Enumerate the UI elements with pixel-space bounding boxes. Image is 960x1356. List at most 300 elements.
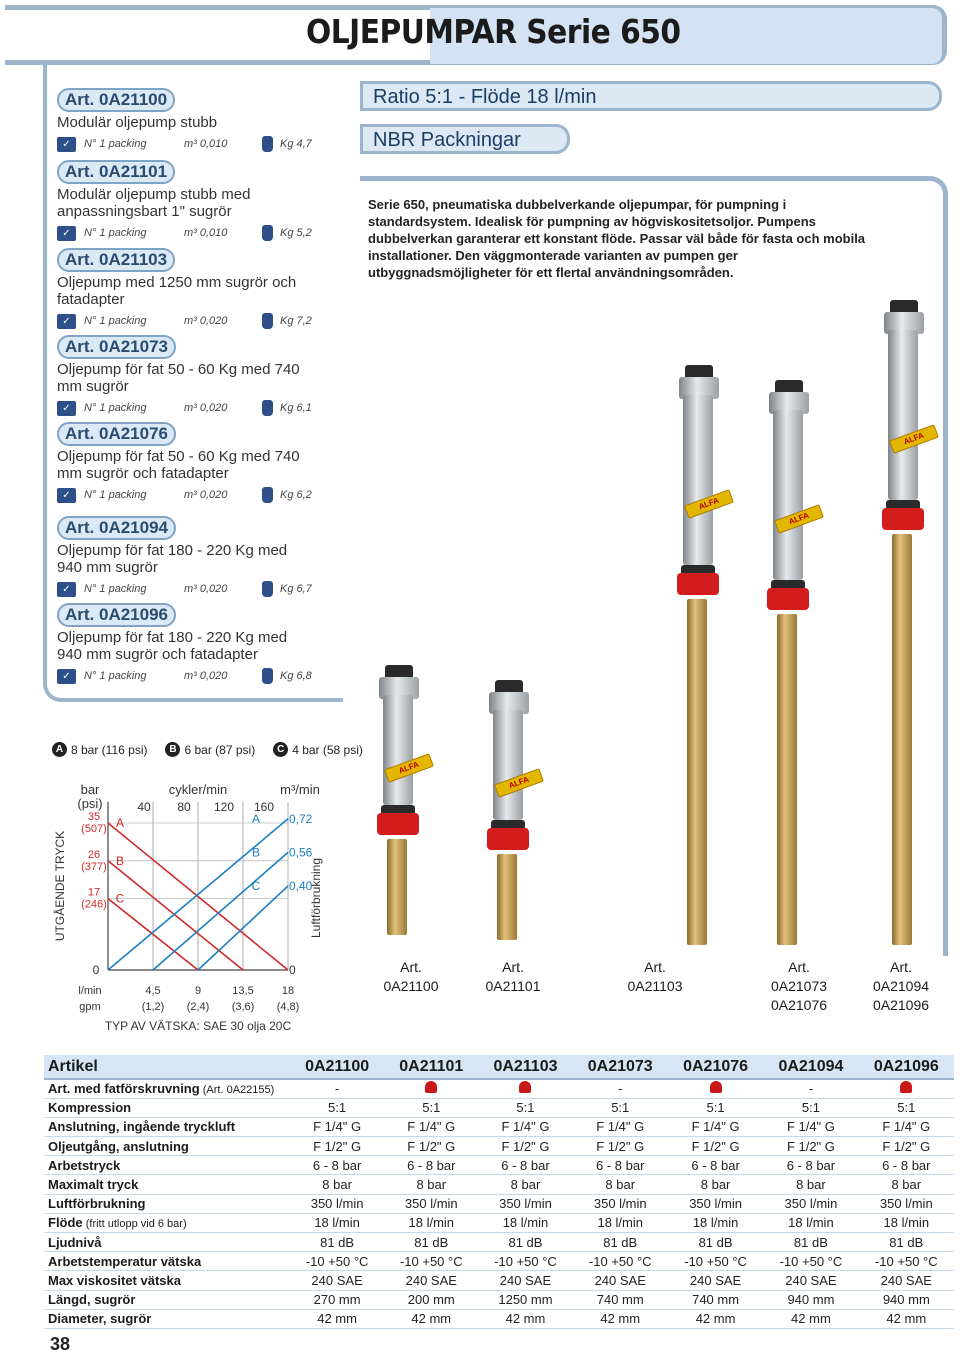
spec-label-note: (Art. 0A22155) <box>199 1084 275 1097</box>
spec-cell: 81 dB <box>763 1233 858 1252</box>
spec-cell: 42 mm <box>290 1309 384 1328</box>
package-box-icon: ✓ <box>57 488 76 503</box>
packing-count: N° 1 packing <box>84 227 147 239</box>
spec-row-label <box>44 1252 290 1271</box>
spec-cell: 6 - 8 bar <box>763 1156 858 1175</box>
spec-cell: -10 +50 °C <box>384 1252 478 1271</box>
article-item <box>57 422 312 504</box>
chart-right-axis-label: Luftförbrukning <box>309 857 323 939</box>
spec-row-label <box>44 1271 290 1290</box>
spec-cell: 350 l/min <box>668 1194 763 1213</box>
spec-label-text: Flöde <box>48 1215 83 1231</box>
spec-cell: 5:1 <box>763 1098 858 1117</box>
pump-red-collar <box>767 588 809 610</box>
spec-header-cell: 0A21100 <box>290 1055 384 1079</box>
article-packing <box>57 667 312 685</box>
packing-volume: m³ 0,010 <box>184 138 228 150</box>
spec-cell <box>668 1079 763 1098</box>
spec-cell: 240 SAE <box>290 1271 384 1290</box>
chart-bottom-tick: 18 <box>281 985 295 997</box>
spec-row-label <box>44 1117 290 1136</box>
spec-cell: 8 bar <box>478 1175 572 1194</box>
spec-cell: 81 dB <box>859 1233 954 1252</box>
article-packing <box>57 312 312 330</box>
spec-row <box>44 1175 954 1194</box>
spec-cell: F 1/4" G <box>290 1117 384 1136</box>
chart-top-tick: 160 <box>253 800 275 814</box>
packing-count: N° 1 packing <box>84 583 147 595</box>
spec-cell: 270 mm <box>290 1290 384 1309</box>
spec-cell: F 1/2" G <box>478 1137 572 1156</box>
packing-count: N° 1 packing <box>84 315 147 327</box>
packing-weight: Kg 5,2 <box>280 227 312 239</box>
weight-icon <box>262 400 273 416</box>
spec-cell: F 1/4" G <box>384 1117 478 1136</box>
spec-cell: 18 l/min <box>573 1213 668 1232</box>
pump-article-label <box>610 958 700 996</box>
pump-label-line: Art. <box>890 959 912 975</box>
chart-top-tick: 80 <box>177 800 191 814</box>
spec-row-label <box>44 1194 290 1213</box>
ratio-pill: Ratio 5:1 - Flöde 18 l/min <box>360 81 942 111</box>
spec-cell: -10 +50 °C <box>573 1252 668 1271</box>
drum-fitting-icon <box>519 1081 531 1093</box>
pump-label-line: 0A21101 <box>485 978 541 994</box>
pump-brand-label: ALFA <box>774 504 824 534</box>
pump-cylinder <box>383 695 413 805</box>
legend-text: 6 bar (87 psi) <box>184 742 256 757</box>
spec-cell: 18 l/min <box>384 1213 478 1232</box>
spec-cell: 18 l/min <box>859 1213 954 1232</box>
pump-label-line: Art. <box>502 959 524 975</box>
spec-cell: 240 SAE <box>384 1271 478 1290</box>
chart-left-series-letter: A <box>115 816 125 830</box>
spec-cell: 8 bar <box>573 1175 668 1194</box>
spec-cell: 5:1 <box>290 1098 384 1117</box>
weight-icon <box>262 581 273 597</box>
chart-right-tick: 0,56 <box>289 845 313 860</box>
pump-brand-label: ALFA <box>494 768 544 798</box>
pump-article-label <box>468 958 558 996</box>
spec-cell: 350 l/min <box>290 1194 384 1213</box>
drum-fitting-icon <box>425 1081 437 1093</box>
nbr-pill: NBR Packningar <box>360 124 570 154</box>
spec-label-text: Max viskositet vätska <box>48 1272 181 1288</box>
packing-volume: m³ 0,020 <box>184 315 228 327</box>
pump-article-label <box>856 958 946 1015</box>
chart-bottom-tick: 4,5 <box>145 985 161 997</box>
chart-left-tick: 0 <box>92 963 100 977</box>
spec-row-label <box>44 1156 290 1175</box>
spec-cell: F 1/2" G <box>384 1137 478 1156</box>
article-description: Oljepump för fat 50 - 60 Kg med 740 mm sugrör och fatadapter <box>57 448 300 482</box>
spec-cell: 42 mm <box>763 1309 858 1328</box>
spec-row <box>44 1117 954 1136</box>
spec-row <box>44 1137 954 1156</box>
spec-row <box>44 1271 954 1290</box>
chart-bottom-tick-gpm: (3,6) <box>231 1001 255 1013</box>
chart-left-tick-psi: (507) <box>81 823 107 835</box>
spec-cell <box>859 1079 954 1098</box>
weight-icon <box>262 225 273 241</box>
legend-letter-icon: C <box>273 742 288 757</box>
article-packing <box>57 486 312 504</box>
spec-cell: 350 l/min <box>763 1194 858 1213</box>
spec-label-text: Oljeutgång, anslutning <box>48 1138 189 1154</box>
legend-text: 4 bar (58 psi) <box>292 742 363 757</box>
spec-cell: -10 +50 °C <box>668 1252 763 1271</box>
pump-label-line: 0A21096 <box>872 997 930 1013</box>
spec-cell: -10 +50 °C <box>290 1252 384 1271</box>
article-code: Art. 0A21101 <box>57 160 175 184</box>
spec-header-cell: 0A21103 <box>478 1055 572 1079</box>
package-box-icon: ✓ <box>57 137 76 152</box>
spec-cell: - <box>290 1079 384 1098</box>
spec-cell: F 1/2" G <box>290 1137 384 1156</box>
spec-cell: 81 dB <box>668 1233 763 1252</box>
chart-bottom-unit-gpm: gpm <box>79 1001 101 1013</box>
article-item <box>57 88 312 153</box>
chart-right-tick: 0,72 <box>289 811 313 826</box>
spec-cell: 240 SAE <box>859 1271 954 1290</box>
spec-cell: 8 bar <box>290 1175 384 1194</box>
packing-volume: m³ 0,020 <box>184 583 228 595</box>
spec-cell: 5:1 <box>668 1098 763 1117</box>
spec-label-text: Arbetstryck <box>48 1157 121 1173</box>
weight-icon <box>262 313 273 329</box>
spec-cell: 1250 mm <box>478 1290 572 1309</box>
spec-cell: 18 l/min <box>668 1213 763 1232</box>
pump-suction-tube <box>387 839 407 935</box>
spec-cell: 8 bar <box>859 1175 954 1194</box>
spec-cell: 6 - 8 bar <box>384 1156 478 1175</box>
chart-right-series-letter: C <box>251 879 261 893</box>
spec-cell: 240 SAE <box>478 1271 572 1290</box>
spec-header-cell: 0A21094 <box>763 1055 858 1079</box>
article-packing <box>57 135 312 153</box>
spec-row-label <box>44 1137 290 1156</box>
spec-cell: 6 - 8 bar <box>668 1156 763 1175</box>
spec-cell: 5:1 <box>478 1098 572 1117</box>
packing-count: N° 1 packing <box>84 670 147 682</box>
spec-cell: -10 +50 °C <box>763 1252 858 1271</box>
spec-cell: 18 l/min <box>478 1213 572 1232</box>
spec-header-row <box>44 1055 954 1079</box>
packing-weight: Kg 6,7 <box>280 583 312 595</box>
spec-label-text: Anslutning, ingående tryckluft <box>48 1119 236 1135</box>
pump-red-collar <box>487 828 529 850</box>
spec-row-label <box>44 1079 290 1098</box>
spec-row-label <box>44 1290 290 1309</box>
chart-left-series-letter: C <box>115 891 125 906</box>
spec-header-cell: 0A21076 <box>668 1055 763 1079</box>
spec-cell: 6 - 8 bar <box>573 1156 668 1175</box>
spec-row <box>44 1194 954 1213</box>
packing-volume: m³ 0,020 <box>184 670 228 682</box>
legend-letter-icon: B <box>165 742 180 757</box>
spec-cell: -10 +50 °C <box>478 1252 572 1271</box>
spec-label-text: Ljudnivå <box>48 1234 102 1250</box>
spec-cell: 42 mm <box>384 1309 478 1328</box>
spec-label-text: Längd, sugrör <box>48 1292 136 1308</box>
spec-cell: -10 +50 °C <box>859 1252 954 1271</box>
chart-top-tick: 40 <box>137 800 151 814</box>
spec-cell: F 1/2" G <box>859 1137 954 1156</box>
packing-weight: Kg 6,2 <box>280 489 312 501</box>
article-description: Oljepump med 1250 mm sugrör och fatadapter <box>57 274 297 308</box>
chart-bottom-tick-gpm: (2,4) <box>186 1001 210 1013</box>
spec-cell: 350 l/min <box>859 1194 954 1213</box>
article-code: Art. 0A21094 <box>57 516 176 540</box>
pump-brand-label: ALFA <box>384 753 434 783</box>
chart-left-unit: bar <box>80 782 100 797</box>
chart-bottom-unit-lmin: l/min <box>78 985 102 997</box>
spec-header-cell: 0A21101 <box>384 1055 478 1079</box>
packing-count: N° 1 packing <box>84 138 147 150</box>
chart-right-unit: m³/min <box>280 782 320 797</box>
spec-cell: F 1/4" G <box>668 1117 763 1136</box>
spec-cell: 350 l/min <box>573 1194 668 1213</box>
pump-suction-tube <box>687 599 707 945</box>
pump-article-label <box>366 958 456 996</box>
spec-cell: - <box>763 1079 858 1098</box>
chart-right-tick: 0,40 <box>289 879 313 893</box>
spec-cell: - <box>573 1079 668 1098</box>
page-title: OLJEPUMPAR Serie 650 <box>306 12 681 51</box>
spec-row <box>44 1213 954 1232</box>
article-code: Art. 0A21073 <box>57 335 176 359</box>
pump-cylinder <box>683 395 713 565</box>
spec-cell: 42 mm <box>668 1309 763 1328</box>
spec-row-label <box>44 1098 290 1117</box>
chart-left-tick-psi: (246) <box>81 898 107 911</box>
article-item <box>57 516 312 598</box>
chart-left-axis-label: UTGÅENDE TRYCK <box>53 830 67 942</box>
spec-cell: F 1/4" G <box>859 1117 954 1136</box>
legend-item <box>52 742 147 757</box>
article-description: Oljepump för fat 180 - 220 Kg med 940 mm sugrör <box>57 542 288 576</box>
legend-item <box>165 742 255 757</box>
package-box-icon: ✓ <box>57 226 76 241</box>
spec-cell: 81 dB <box>478 1233 572 1252</box>
spec-row-label <box>44 1175 290 1194</box>
spec-table <box>44 1055 954 1329</box>
packing-volume: m³ 0,020 <box>184 402 228 414</box>
legend-text: 8 bar (116 psi) <box>71 742 148 757</box>
article-item <box>57 248 312 330</box>
packing-count: N° 1 packing <box>84 402 147 414</box>
spec-cell: F 1/4" G <box>763 1117 858 1136</box>
drum-fitting-icon <box>710 1081 722 1093</box>
package-box-icon: ✓ <box>57 582 76 597</box>
pump-cylinder <box>888 330 918 500</box>
article-item <box>57 335 312 417</box>
spec-cell: 350 l/min <box>478 1194 572 1213</box>
article-packing <box>57 580 312 598</box>
spec-header-cell: 0A21073 <box>573 1055 668 1079</box>
pump-label-line: 0A21100 <box>383 978 439 994</box>
spec-label-text: Diameter, sugrör <box>48 1311 152 1327</box>
spec-cell: F 1/4" G <box>573 1117 668 1136</box>
spec-cell: 350 l/min <box>384 1194 478 1213</box>
package-box-icon: ✓ <box>57 669 76 684</box>
chart-left-tick: 17 <box>87 886 101 899</box>
pump-red-collar <box>677 573 719 595</box>
spec-cell: 18 l/min <box>290 1213 384 1232</box>
weight-icon <box>262 487 273 503</box>
spec-cell: 200 mm <box>384 1290 478 1309</box>
article-description: Oljepump för fat 180 - 220 Kg med 940 mm sugrör och fatadapter <box>57 629 288 663</box>
pump-label-line: 0A21094 <box>872 978 930 994</box>
spec-cell: 940 mm <box>859 1290 954 1309</box>
spec-cell: 8 bar <box>763 1175 858 1194</box>
spec-cell: 740 mm <box>668 1290 763 1309</box>
chart-left-series-letter: B <box>115 853 125 868</box>
packing-count: N° 1 packing <box>84 489 147 501</box>
chart-left-tick: 26 <box>87 848 101 861</box>
spec-cell: 8 bar <box>668 1175 763 1194</box>
drum-fitting-icon <box>900 1081 912 1093</box>
pump-suction-tube <box>892 534 912 945</box>
spec-row <box>44 1098 954 1117</box>
chart-right-series-letter: B <box>251 845 261 860</box>
chart-right-tick: 0 <box>289 963 296 977</box>
chart-bottom-tick-gpm: (1,2) <box>141 1001 165 1013</box>
chart-left-tick: 35 <box>87 811 101 823</box>
spec-cell: 5:1 <box>573 1098 668 1117</box>
article-code: Art. 0A21100 <box>57 88 175 112</box>
spec-cell: 42 mm <box>859 1309 954 1328</box>
packing-weight: Kg 6,1 <box>280 402 312 414</box>
spec-cell: 6 - 8 bar <box>290 1156 384 1175</box>
spec-cell: 6 - 8 bar <box>478 1156 572 1175</box>
article-item <box>57 160 312 242</box>
spec-label-text: Arbetstemperatur vätska <box>48 1253 202 1269</box>
spec-cell: 6 - 8 bar <box>859 1156 954 1175</box>
spec-label-text: Luftförbrukning <box>48 1196 146 1212</box>
spec-cell: 81 dB <box>384 1233 478 1252</box>
pump-brand-label: ALFA <box>889 424 939 454</box>
spec-header-label: Artikel <box>44 1055 290 1079</box>
packing-weight: Kg 7,2 <box>280 315 312 327</box>
packing-volume: m³ 0,020 <box>184 489 228 501</box>
spec-cell <box>384 1079 478 1098</box>
chart-top-tick: 120 <box>213 800 235 814</box>
spec-row <box>44 1079 954 1098</box>
spec-label-text: Maximalt tryck <box>48 1177 139 1193</box>
chart-footer: TYP AV VÄTSKA: SAE 30 olja 20C <box>104 1019 292 1033</box>
spec-cell: F 1/2" G <box>668 1137 763 1156</box>
article-description: Oljepump för fat 50 - 60 Kg med 740 mm sugrör <box>57 361 300 395</box>
article-description: Modulär oljepump stubb <box>57 114 218 131</box>
chart-bottom-tick: 13,5 <box>232 985 254 997</box>
chart-top-axis-label: cykler/min <box>168 782 228 797</box>
legend-item <box>273 742 363 757</box>
spec-cell: 5:1 <box>859 1098 954 1117</box>
spec-cell: 5:1 <box>384 1098 478 1117</box>
spec-cell: 740 mm <box>573 1290 668 1309</box>
legend-letter-icon: A <box>52 742 67 757</box>
pump-red-collar <box>377 813 419 835</box>
article-packing <box>57 399 312 417</box>
article-description: Modulär oljepump stubb med anpassningsbart 1" sugrör <box>57 186 251 220</box>
spec-cell: 940 mm <box>763 1290 858 1309</box>
chart-bottom-tick-gpm: (4,8) <box>276 1001 300 1013</box>
pump-performance-chart <box>48 770 338 1040</box>
spec-row <box>44 1156 954 1175</box>
spec-row-label <box>44 1233 290 1252</box>
spec-cell: F 1/2" G <box>763 1137 858 1156</box>
chart-left-tick-psi: (377) <box>81 860 107 873</box>
spec-cell: 42 mm <box>478 1309 572 1328</box>
spec-row <box>44 1309 954 1328</box>
pump-cylinder <box>773 410 803 580</box>
weight-icon <box>262 668 273 684</box>
chart-left-unit2: (psi) <box>77 796 103 811</box>
article-item <box>57 603 312 685</box>
article-code: Art. 0A21103 <box>57 248 175 272</box>
chart-bottom-tick: 9 <box>194 985 202 997</box>
spec-header-cell: 0A21096 <box>859 1055 954 1079</box>
article-code: Art. 0A21096 <box>57 603 176 627</box>
spec-row-label <box>44 1309 290 1328</box>
article-packing <box>57 224 312 242</box>
article-code: Art. 0A21076 <box>57 422 176 446</box>
spec-row-label <box>44 1213 290 1232</box>
spec-label-text: Art. med fatförskruvning <box>48 1081 200 1097</box>
pump-label-line: Art. <box>644 959 666 975</box>
pump-suction-tube <box>777 614 797 945</box>
pump-label-line: 0A21073 <box>770 978 828 994</box>
spec-row <box>44 1252 954 1271</box>
spec-cell: 81 dB <box>573 1233 668 1252</box>
spec-label-note: (fritt utlopp vid 6 bar) <box>82 1218 187 1231</box>
spec-cell: 8 bar <box>384 1175 478 1194</box>
package-box-icon: ✓ <box>57 314 76 329</box>
spec-cell <box>478 1079 572 1098</box>
page-number: 38 <box>50 1334 71 1354</box>
spec-cell: 240 SAE <box>763 1271 858 1290</box>
spec-row <box>44 1290 954 1309</box>
pump-cylinder <box>493 710 523 820</box>
spec-cell: F 1/2" G <box>573 1137 668 1156</box>
spec-cell: 42 mm <box>573 1309 668 1328</box>
weight-icon <box>262 136 273 152</box>
spec-cell: 240 SAE <box>573 1271 668 1290</box>
chart-legend <box>52 742 381 757</box>
pump-red-collar <box>882 508 924 530</box>
pump-brand-label: ALFA <box>684 489 734 519</box>
pump-label-line: Art. <box>788 959 810 975</box>
pump-label-line: 0A21076 <box>770 997 828 1013</box>
spec-cell: 240 SAE <box>668 1271 763 1290</box>
pump-label-line: 0A21103 <box>627 978 683 994</box>
spec-cell: 81 dB <box>290 1233 384 1252</box>
pump-suction-tube <box>497 854 517 940</box>
description-text: Serie 650, pneumatiska dubbelverkande oljepumpar, för pumpning i standardsystem. Idealisk för pumpning av högviskositetsoljor. Pumpens dubbelverkan garanterar ett konstant flöde. Passar väl både för fasta och mobila installationer. Den väggmonterade varianten av pumpen ger utbyggnadsmöjligheter för ett flertal användningsområden. <box>368 197 866 280</box>
packing-volume: m³ 0,010 <box>184 227 228 239</box>
package-box-icon: ✓ <box>57 401 76 416</box>
spec-cell: F 1/4" G <box>478 1117 572 1136</box>
chart-right-series-letter: A <box>251 811 261 826</box>
description-frame <box>360 176 948 956</box>
packing-weight: Kg 4,7 <box>280 138 312 150</box>
pump-label-line: Art. <box>400 959 422 975</box>
spec-row <box>44 1233 954 1252</box>
spec-cell: 18 l/min <box>763 1213 858 1232</box>
pump-article-label <box>754 958 844 1015</box>
packing-weight: Kg 6,8 <box>280 670 312 682</box>
